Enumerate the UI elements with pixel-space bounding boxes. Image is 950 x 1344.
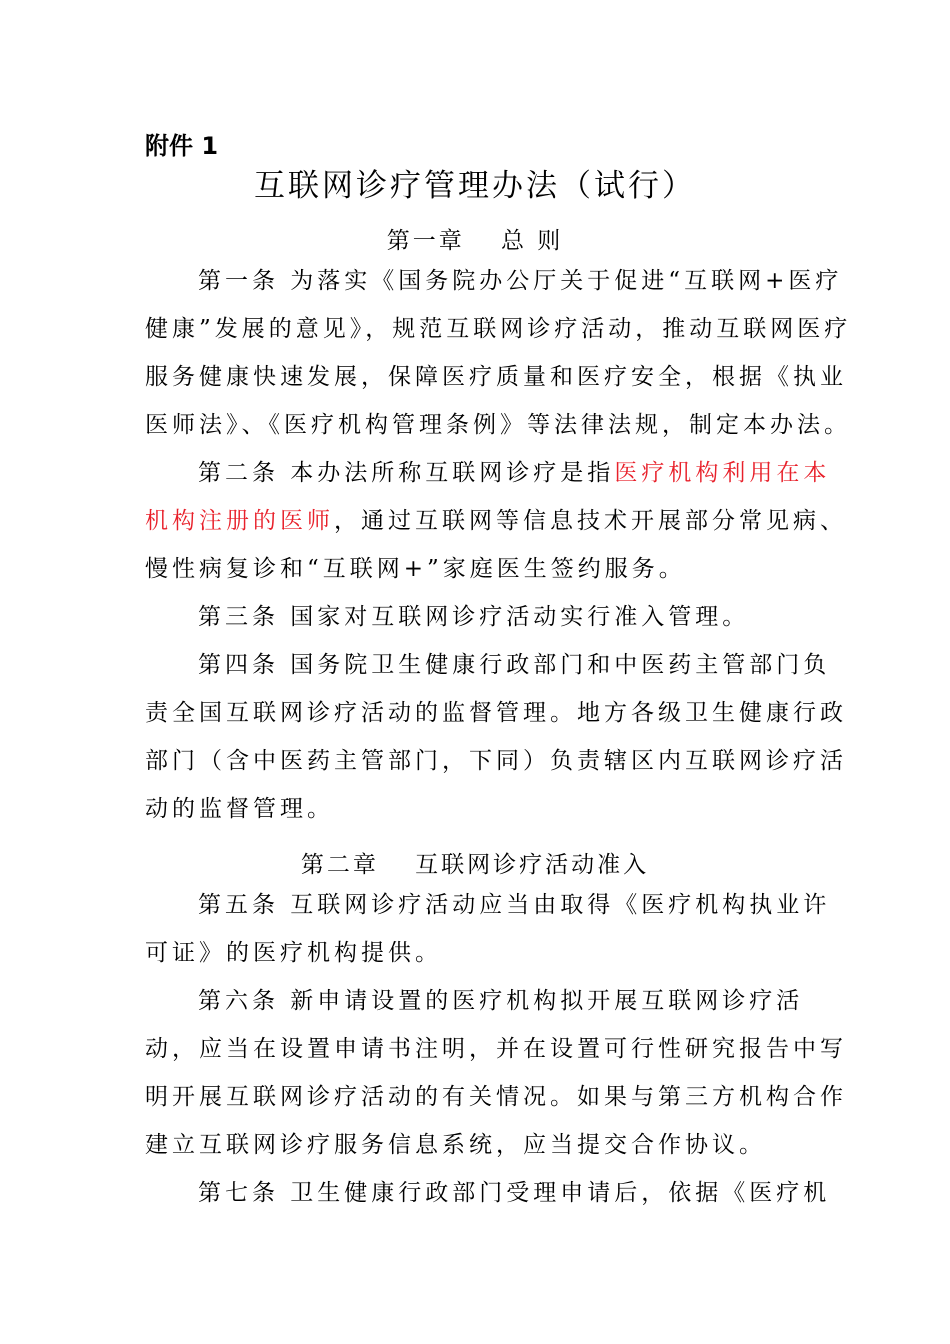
article-2-highlight: 机构注册的医师: [145, 508, 334, 534]
article-1-line-2: 健康”发展的意见》，规范互联网诊疗活动，推动互联网医疗: [145, 316, 852, 342]
article-2-line-2: [145, 510, 847, 533]
article-3-line-1: 第三条 国家对互联网诊疗活动实行准入管理。: [198, 604, 750, 630]
article-2-text: ，通过互联网等信息技术开展部分常见病、: [334, 508, 847, 534]
article-4-line-2: 责全国互联网诊疗活动的监督管理。地方各级卫生健康行政: [145, 700, 847, 726]
article-4-line-1: 第四条 国务院卫生健康行政部门和中医药主管部门负: [198, 652, 831, 678]
chapter-2-heading: 第二章 互联网诊疗活动准入: [300, 852, 650, 878]
document-title: 互联网诊疗管理办法（试行）: [254, 168, 696, 204]
article-6-line-2: 动，应当在设置申请书注明，并在设置可行性研究报告中写: [145, 1036, 847, 1062]
article-4-line-4: 动的监督管理。: [145, 796, 334, 822]
article-1-line-3: 服务健康快速发展，保障医疗质量和医疗安全，根据《执业: [145, 364, 847, 390]
article-6-line-4: 建立互联网诊疗服务信息系统，应当提交合作协议。: [145, 1132, 766, 1158]
article-2-line-3: 慢性病复诊和“互联网+”家庭医生签约服务。: [145, 556, 686, 582]
article-6-line-1: 第六条 新申请设置的医疗机构拟开展互联网诊疗活: [198, 988, 804, 1014]
article-5-line-2: 可证》的医疗机构提供。: [145, 940, 442, 966]
article-5-line-1: 第五条 互联网诊疗活动应当由取得《医疗机构执业许: [198, 892, 831, 918]
article-2-highlight: 医疗机构利用在本: [614, 460, 831, 486]
article-2-line-1: [198, 462, 830, 485]
chapter-1-heading: 第一章 总 则: [386, 228, 564, 254]
article-1-line-4: 医师法》、《医疗机构管理条例》等法律法规，制定本办法。: [145, 412, 851, 438]
article-4-line-3: 部门（含中医药主管部门，下同）负责辖区内互联网诊疗活: [145, 748, 847, 774]
article-7-line-1: 第七条 卫生健康行政部门受理申请后，依据《医疗机: [198, 1180, 831, 1206]
article-6-line-3: 明开展互联网诊疗活动的有关情况。如果与第三方机构合作: [145, 1084, 847, 1110]
attachment-label: 附件 1: [145, 132, 219, 160]
article-2-text: 第二条 本办法所称互联网诊疗是指: [198, 460, 615, 486]
article-1-line-1: 第一条 为落实《国务院办公厅关于促进“互联网+医疗: [198, 268, 843, 294]
